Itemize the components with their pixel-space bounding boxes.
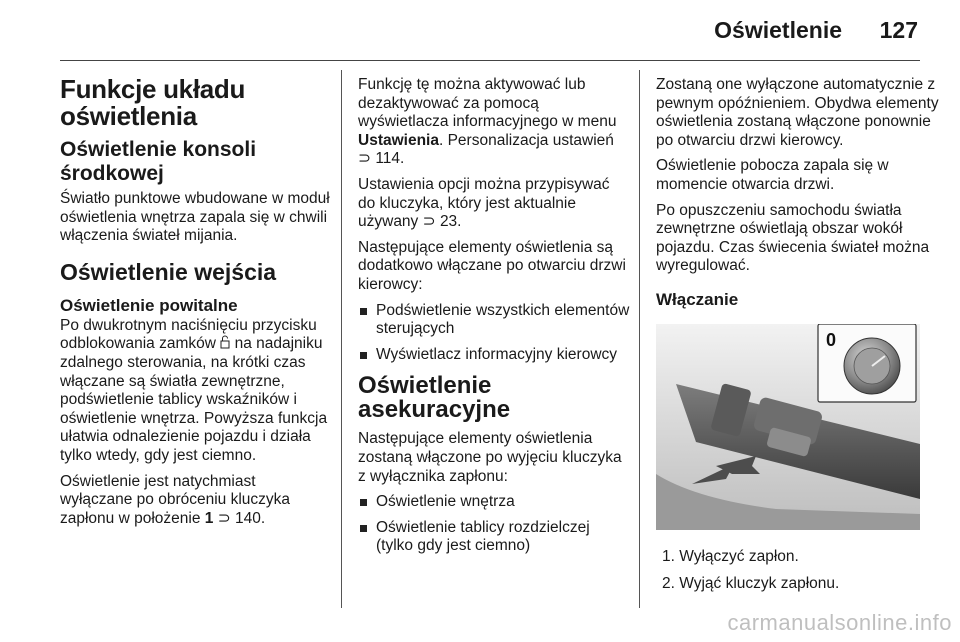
page-ref: 23. [439, 213, 462, 231]
paragraph: Światło punktowe wbudowane w moduł oświetlenia wnętrza zapala się w chwili włączenia świateł mijania. [60, 190, 330, 245]
header-title: Oświetlenie [714, 17, 842, 43]
numbered-list [656, 548, 946, 593]
text-run: na nadajniku zdalnego sterowania, na krótki czas włączane są światła zewnętrzne, podświetlenie tablicy wskaźników i oświetlenie wnętrza. Powyższa funkcja ułatwia odnalezienie pojazdu i działa tylko wtedy, gdy jest ciemno. [60, 335, 328, 464]
page-ref-icon: ⊃ [358, 150, 371, 168]
subsection-title: Oświetlenie wejścia [60, 258, 277, 285]
menu-name: Ustawienia [358, 131, 439, 149]
subsection-title: Oświetlenie konsoli środkowej [60, 138, 257, 185]
list-item: 1. Wyłączyć zapłon. [662, 547, 799, 565]
text-run: . Personalizacja ustawień [438, 131, 614, 149]
paragraph: Następujące elementy oświetlenia są dodatkowo włączane po otwarciu drzwi kierowcy: [358, 238, 626, 293]
text-run: Funkcję tę można aktywować lub dezaktywować za pomocą wyświetlacza informacyjnego w menu [358, 76, 617, 131]
column-3 [656, 76, 946, 601]
dial-position-label: 0 [826, 329, 837, 350]
ignition-position: 1 [204, 509, 214, 527]
watermark: carmanualsonline.info [727, 610, 952, 635]
paragraph: Oświetlenie pobocza zapala się w momencie otwarcia drzwi. [656, 157, 889, 193]
page-number: 127 [879, 17, 918, 43]
list-item: Oświetlenie tablicy rozdzielczej (tylko gdy jest ciemno) [358, 519, 630, 556]
light-switch-figure [656, 324, 920, 530]
column-2 [358, 76, 630, 563]
bullet-list [358, 493, 630, 556]
page-header [0, 0, 960, 58]
list-item: Oświetlenie wnętrza [358, 493, 630, 512]
bullet-list [358, 302, 630, 365]
paragraph [358, 176, 630, 232]
paragraph [358, 76, 630, 169]
column-divider [639, 70, 640, 608]
unlock-icon [220, 335, 230, 349]
page-ref: 114. [375, 150, 405, 168]
page-ref: 140. [235, 509, 266, 527]
paragraph [60, 317, 330, 466]
page-ref-icon: ⊃ [217, 509, 231, 527]
text-run: Po dwukrotnym naciśnięciu przycisku odblokowania zamków [60, 316, 317, 353]
header-rule [60, 60, 920, 61]
section-title: Funkcje układu oświetlenia [60, 74, 246, 131]
list-item: Podświetlenie wszystkich elementów sterujących [358, 302, 630, 339]
paragraph: Zostaną one wyłączone automatycznie z pewnym opóźnieniem. Obydwa elementy oświetlenia zostaną włączone ponownie po otwarciu drzwi kierowcy. [656, 76, 939, 149]
column-1 [60, 76, 330, 535]
section-title: Oświetlenie asekuracyjne [358, 372, 511, 424]
column-divider [341, 70, 342, 608]
page-ref-icon: ⊃ [422, 213, 436, 231]
text-run: Ustawienia opcji można przypisywać do kluczyka, który jest aktualnie używany [358, 175, 610, 231]
list-item: Wyświetlacz informacyjny kierowcy [358, 346, 630, 365]
list-item: 2. Wyjąć kluczyk zapłonu. [662, 574, 840, 592]
subheading: Oświetlenie powitalne [60, 295, 238, 315]
text-run: Oświetlenie jest natychmiast wyłączane po obróceniu kluczyka zapłonu w położenie [60, 472, 291, 527]
paragraph [60, 473, 330, 529]
paragraph: Następujące elementy oświetlenia zostaną włączone po wyjęciu kluczyka z wyłącznika zapłonu: [358, 430, 622, 485]
subheading: Włączanie [656, 289, 739, 309]
paragraph: Po opuszczeniu samochodu światła zewnętrzne oświetlają obszar wokół pojazdu. Czas świecenia świateł można wyregulować. [656, 201, 930, 275]
